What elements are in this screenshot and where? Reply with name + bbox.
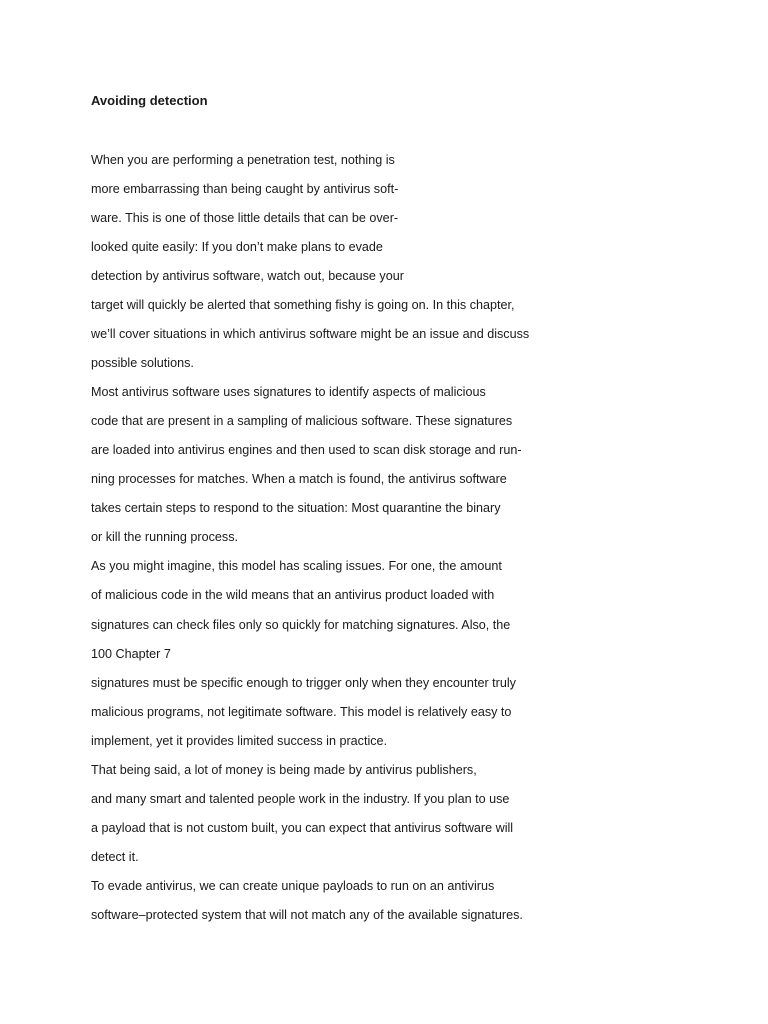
text-line: of malicious code in the wild means that an antivirus product loaded with [91, 588, 495, 603]
text-line: implement, yet it provides limited success in practice. [91, 733, 388, 748]
text-line: To evade antivirus, we can create unique payloads to run on an antivirus [91, 878, 495, 893]
text-line: detection by antivirus software, watch out, because your [91, 269, 404, 284]
text-line: and many smart and talented people work in the industry. If you plan to use [91, 791, 510, 806]
text-line: possible solutions. [91, 356, 194, 371]
text-line: signatures can check files only so quickly for matching signatures. Also, the [91, 617, 511, 632]
text-line: ning processes for matches. When a match is found, the antivirus software [91, 472, 507, 487]
text-line: When you are performing a penetration test, nothing is [91, 153, 395, 167]
text-line: software–protected system that will not match any of the available signatures. [91, 907, 523, 922]
text-line: That being said, a lot of money is being made by antivirus publishers, [91, 762, 477, 777]
text-line: detect it. [91, 849, 139, 864]
text-line: or kill the running process. [91, 530, 238, 545]
text-line: takes certain steps to respond to the situation: Most quarantine the binary [91, 501, 501, 516]
text-line: Most antivirus software uses signatures to identify aspects of malicious [91, 385, 486, 400]
section-heading: Avoiding detection [91, 93, 208, 108]
text-line: more embarrassing than being caught by antivirus soft- [91, 182, 399, 197]
text-line: As you might imagine, this model has scaling issues. For one, the amount [91, 559, 502, 574]
text-line: a payload that is not custom built, you can expect that antivirus software will [91, 820, 514, 835]
text-line: are loaded into antivirus engines and then used to scan disk storage and run- [91, 443, 522, 458]
text-line: malicious programs, not legitimate software. This model is relatively easy to [91, 704, 512, 719]
text-line: code that are present in a sampling of malicious software. These signatures [91, 414, 513, 429]
body-text [91, 151, 529, 935]
text-line: 100 Chapter 7 [91, 646, 171, 661]
text-line: ware. This is one of those little details that can be over- [91, 211, 399, 226]
text-line: signatures must be specific enough to trigger only when they encounter truly [91, 675, 516, 690]
text-line: we’ll cover situations in which antivirus software might be an issue and discuss [91, 327, 530, 342]
text-line: looked quite easily: If you don’t make plans to evade [91, 240, 383, 255]
text-line: target will quickly be alerted that something fishy is going on. In this chapter, [91, 298, 515, 313]
